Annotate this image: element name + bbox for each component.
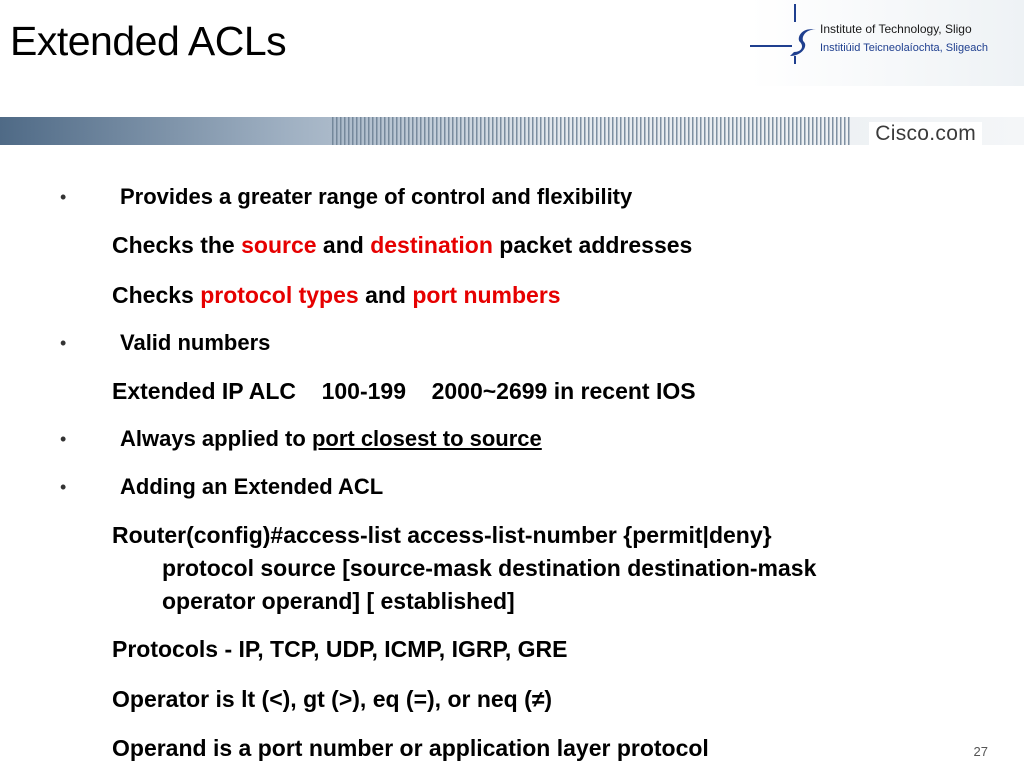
bullet-text: Always applied to port closest to source bbox=[120, 426, 542, 451]
sub-item-command-line3: operator operand] [ established] bbox=[162, 588, 515, 614]
bullet-icon: • bbox=[60, 187, 67, 207]
page-number: 27 bbox=[973, 744, 988, 759]
bullet-text: Provides a greater range of control and flexibility bbox=[120, 184, 633, 209]
sub-item-command-line1: Router(config)#access-list access-list-number {permit|deny} bbox=[112, 522, 772, 548]
bullet-icon: • bbox=[60, 477, 67, 497]
cisco-brand: Cisco.com bbox=[869, 122, 982, 146]
bullet-text: Valid numbers bbox=[120, 330, 271, 355]
sub-item: Extended IP ALC 100-199 2000~2699 in recent IOS bbox=[112, 378, 696, 404]
sub-item: Operand is a port number or application layer protocol bbox=[112, 735, 709, 761]
sub-item-command-line2: protocol source [source-mask destination destination-mask bbox=[162, 555, 817, 581]
bullet-text: Adding an Extended ACL bbox=[120, 474, 384, 499]
sub-item: Checks protocol types and port numbers bbox=[112, 282, 561, 308]
logo-text-irish: Institiúid Teicneolaíochta, Sligeach bbox=[820, 42, 988, 54]
bullet-icon: • bbox=[60, 333, 67, 353]
logo-text-english: Institute of Technology, Sligo bbox=[820, 22, 972, 36]
sub-item: Operator is lt (<), gt (>), eq (=), or neq (≠) bbox=[112, 686, 553, 712]
slide-title: Extended ACLs bbox=[10, 18, 287, 64]
bullet-icon: • bbox=[60, 429, 67, 449]
sub-item: Protocols - IP, TCP, UDP, ICMP, IGRP, GRE bbox=[112, 636, 568, 662]
sub-item: Checks the source and destination packet addresses bbox=[112, 232, 693, 258]
